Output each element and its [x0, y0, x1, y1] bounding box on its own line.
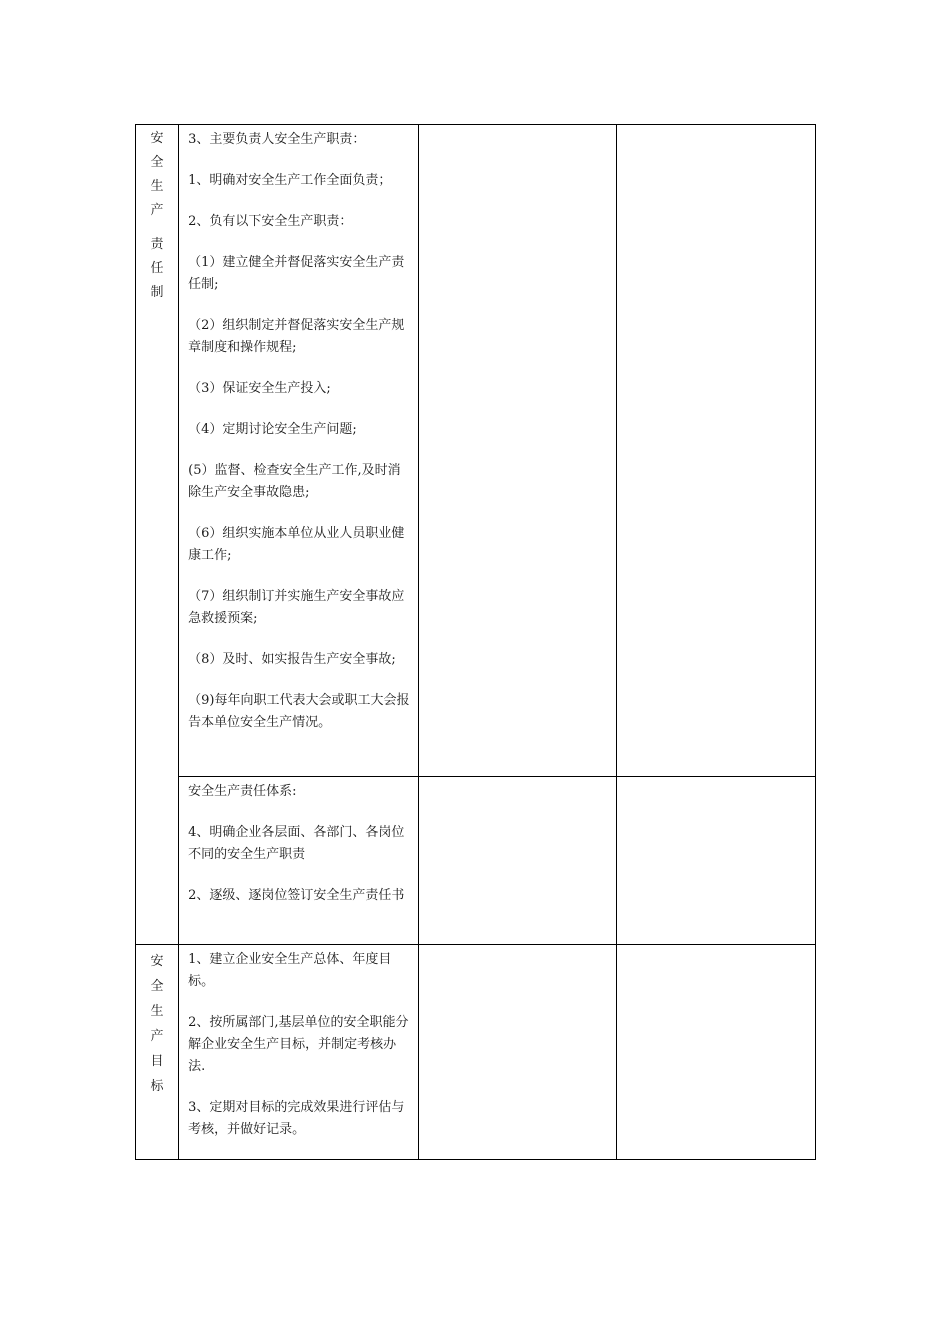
list-item: 2、按所属部门,基层单位的安全职能分解企业安全生产目标，并制定考核办法.: [188, 1015, 409, 1074]
list-item: 2、负有以下安全生产职责：: [188, 214, 353, 229]
list-item: (5）监督、检查安全生产工作,及时消除生产安全事故隐患;: [188, 463, 401, 500]
list-item: 安全生产责任体系:: [188, 784, 297, 799]
content-cell: [179, 777, 419, 945]
empty-cell: [418, 125, 617, 777]
empty-cell: [418, 945, 617, 1160]
content-cell: [179, 945, 419, 1160]
empty-cell: [617, 777, 816, 945]
list-item: （2）组织制定并督促落实安全生产规章制度和操作规程;: [188, 318, 405, 355]
category-cell-targets: [136, 945, 179, 1160]
safety-standard-table: [135, 124, 816, 1160]
list-item: （8）及时、如实报告生产安全事故;: [188, 652, 396, 667]
list-item: （1）建立健全并督促落实安全生产责任制;: [188, 255, 405, 292]
list-item: （4）定期讨论安全生产问题;: [188, 422, 357, 437]
table-row: [136, 125, 816, 777]
list-item: 1、建立企业安全生产总体、年度目标。: [188, 952, 392, 989]
list-item: 3、定期对目标的完成效果进行评估与考核，并做好记录。: [188, 1100, 405, 1137]
list-item: 4、明确企业各层面、各部门、各岗位不同的安全生产职责: [188, 825, 405, 862]
list-item: （6）组织实施本单位从业人员职业健康工作;: [188, 526, 405, 563]
category-label: 安 全 生 产 目 标: [150, 954, 164, 1094]
category-cell-responsibility: [136, 125, 179, 945]
table-row: [136, 777, 816, 945]
list-item: 2、逐级、逐岗位签订安全生产责任书: [188, 888, 405, 903]
category-label: 安 全 生 产 责 任 制: [150, 131, 164, 300]
list-item: （3）保证安全生产投入;: [188, 381, 331, 396]
empty-cell: [418, 777, 617, 945]
content-cell: [179, 125, 419, 777]
empty-cell: [617, 125, 816, 777]
table-row: [136, 945, 816, 1160]
list-item: （7）组织制订并实施生产安全事故应急救援预案;: [188, 589, 405, 626]
list-item: 1、明确对安全生产工作全面负责；: [188, 173, 392, 188]
list-item: 3、主要负责人安全生产职责：: [188, 132, 366, 147]
empty-cell: [617, 945, 816, 1160]
list-item: （9)每年向职工代表大会或职工大会报告本单位安全生产情况。: [188, 693, 410, 730]
